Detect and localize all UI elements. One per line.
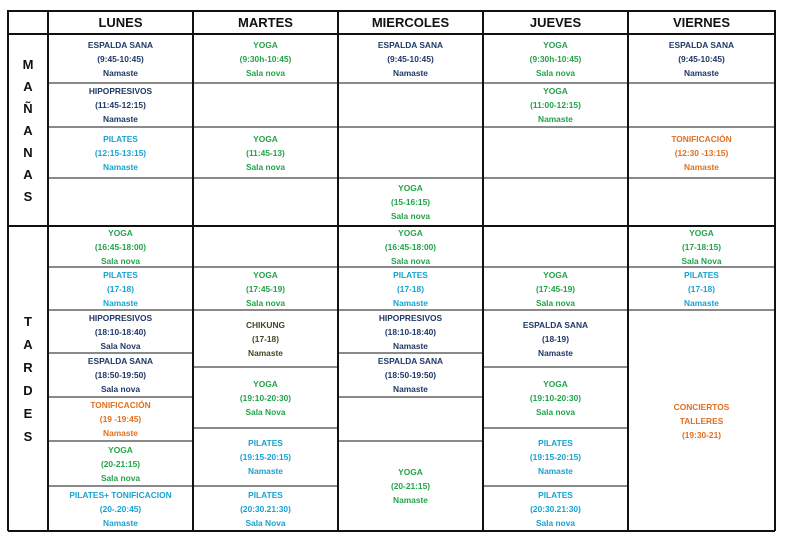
column-border — [192, 10, 194, 531]
class-room: Namaste — [103, 517, 138, 528]
class-room: Namaste — [684, 161, 719, 172]
class-name: YOGA — [108, 227, 133, 238]
class-time: (9:45-10:45) — [678, 53, 725, 64]
class-name: CONCIERTOS — [673, 401, 730, 412]
empty-slot — [48, 178, 193, 226]
table-border-bottom — [8, 530, 775, 532]
column-border — [7, 10, 9, 531]
section-letter: S — [23, 428, 33, 444]
empty-slot — [628, 83, 775, 127]
class-entry — [193, 310, 338, 367]
class-room: Namaste — [538, 347, 573, 358]
class-time: (17-18:15) — [681, 241, 722, 252]
section-letter: S — [23, 188, 33, 204]
class-time: (17-18) — [107, 283, 134, 294]
class-name: YOGA — [398, 467, 423, 477]
class-room: Namaste — [393, 340, 428, 351]
class-time: (11:45-13) — [246, 147, 285, 158]
class-time: TALLERES — [679, 415, 724, 426]
class-time: (16:45-18:00) — [94, 241, 147, 252]
class-room: Namaste — [103, 297, 138, 308]
class-name: HIPOPRESIVOS — [88, 312, 153, 323]
class-entry — [483, 267, 628, 310]
class-name: HIPOPRESIVOS — [378, 312, 443, 323]
class-room: Sala nova — [100, 472, 141, 483]
class-time: (9:45-10:45) — [97, 53, 144, 64]
class-room: Sala nova — [390, 255, 431, 266]
section-letter: T — [24, 313, 32, 329]
class-time: (12:15-13:15) — [94, 147, 147, 158]
column-border — [482, 10, 484, 531]
class-room: Sala Nova — [245, 517, 286, 528]
class-time: (17:45-19) — [535, 283, 576, 294]
class-room: Sala nova — [245, 161, 286, 172]
class-time: (18:10-18:40) — [94, 326, 147, 337]
empty-slot — [483, 226, 628, 267]
class-room: Sala nova — [100, 255, 141, 266]
class-entry — [338, 34, 483, 83]
column-border — [627, 10, 629, 531]
section-letter: A — [23, 78, 33, 94]
class-time: (19:10-20:30) — [239, 392, 292, 403]
section-letter: D — [23, 382, 33, 398]
section-letter: E — [23, 405, 33, 421]
class-entry — [48, 127, 193, 178]
class-room: Sala Nova — [681, 255, 722, 266]
class-name: YOGA — [543, 378, 568, 389]
class-name: YOGA — [253, 133, 278, 144]
class-entry — [193, 34, 338, 83]
class-time: (9:30h-10:45) — [239, 53, 292, 64]
empty-slot — [483, 178, 628, 226]
class-time: (20-21:15) — [390, 481, 431, 491]
class-name: YOGA — [253, 39, 278, 50]
class-room: Namaste — [103, 67, 138, 78]
day-header-viernes: VIERNES — [672, 14, 731, 30]
class-name: PILATES — [103, 269, 138, 280]
column-border — [47, 10, 49, 531]
class-room: Sala nova — [100, 384, 141, 394]
class-time: (19:15-20:15) — [239, 452, 292, 462]
class-room: Namaste — [103, 161, 138, 172]
class-name: PILATES — [684, 269, 719, 280]
section-letter: R — [23, 359, 33, 375]
class-entry — [193, 367, 338, 428]
class-entry — [483, 428, 628, 486]
class-room: Sala nova — [245, 67, 286, 78]
table-border-top — [8, 10, 775, 12]
class-room: Sala nova — [535, 67, 576, 78]
class-time: (11:45-12:15) — [95, 100, 146, 110]
class-time: (9:30h-10:45) — [529, 53, 582, 64]
class-room: Namaste — [393, 384, 428, 394]
class-name: YOGA — [543, 86, 568, 96]
section-letter: A — [23, 336, 33, 352]
class-name: ESPALDA SANA — [87, 39, 154, 50]
class-room: Namaste — [393, 495, 428, 505]
class-name: YOGA — [398, 183, 423, 193]
class-entry — [483, 367, 628, 428]
section-letter: M — [22, 56, 34, 72]
class-time: (19 -19:45) — [99, 414, 142, 424]
class-time: (17-18) — [397, 283, 424, 294]
class-entry — [628, 310, 775, 531]
class-time: (15-16:15) — [390, 197, 431, 207]
class-name: PILATES — [248, 489, 283, 500]
class-name: YOGA — [543, 269, 568, 280]
class-entry — [48, 267, 193, 310]
class-name: PILATES — [103, 133, 138, 144]
class-entry — [628, 127, 775, 178]
class-name: ESPALDA SANA — [522, 319, 589, 330]
class-room: Sala Nova — [245, 406, 286, 417]
class-room: Namaste — [248, 347, 283, 358]
class-name: CHIKUNG — [245, 319, 286, 330]
class-name: YOGA — [108, 444, 133, 455]
class-time: (20:30.21:30) — [530, 503, 581, 514]
class-time: (18-19) — [542, 333, 569, 344]
class-entry — [193, 486, 338, 531]
class-entry — [48, 486, 193, 531]
class-name: PILATES — [248, 438, 283, 448]
empty-slot — [338, 397, 483, 441]
class-name: ESPALDA SANA — [668, 39, 735, 50]
class-name: YOGA — [253, 378, 278, 389]
class-time: (16:45-18:00) — [384, 241, 437, 252]
class-name: PILATES — [393, 269, 428, 280]
class-entry — [483, 310, 628, 367]
class-entry — [338, 353, 483, 397]
class-entry — [48, 310, 193, 353]
class-room: Namaste — [393, 67, 428, 78]
class-name: HIPOPRESIVOS — [88, 86, 153, 96]
class-time: (19:15-20:15) — [529, 452, 582, 462]
class-entry — [193, 127, 338, 178]
empty-slot — [483, 127, 628, 178]
class-entry — [48, 34, 193, 83]
header-separator — [8, 33, 775, 35]
class-name: ESPALDA SANA — [377, 39, 444, 50]
class-entry — [483, 34, 628, 83]
class-entry — [628, 34, 775, 83]
class-room: Namaste — [684, 67, 719, 78]
class-entry — [628, 226, 775, 267]
class-name: PILATES — [538, 438, 573, 448]
class-entry — [48, 441, 193, 486]
class-time: (20:30.21:30) — [240, 503, 291, 514]
class-name: YOGA — [543, 39, 568, 50]
class-entry — [48, 353, 193, 397]
class-entry — [338, 267, 483, 310]
class-room: Sala nova — [245, 297, 286, 308]
class-room: Namaste — [538, 114, 573, 124]
class-time: (17:45-19) — [245, 283, 286, 294]
class-name: PILATES+ TONIFICACION — [69, 489, 172, 500]
class-room: Sala nova — [390, 211, 431, 221]
class-entry — [48, 226, 193, 267]
class-name: PILATES — [538, 489, 573, 500]
class-room: Namaste — [538, 466, 573, 476]
class-room: Namaste — [103, 114, 138, 124]
class-time: (18:10-18:40) — [384, 326, 437, 337]
class-name: YOGA — [689, 227, 714, 238]
class-time: (20-21:15) — [100, 458, 141, 469]
class-name: ESPALDA SANA — [87, 356, 154, 366]
class-room: (19:30-21) — [681, 429, 722, 440]
empty-slot — [193, 226, 338, 267]
class-name: TONIFICACIÓN — [671, 133, 732, 144]
class-time: (9:45-10:45) — [387, 53, 434, 64]
class-room: Namaste — [684, 297, 719, 308]
class-time: (18:50-19:50) — [94, 370, 147, 380]
class-time: (19:10-20:30) — [529, 392, 582, 403]
section-label-mananas — [8, 34, 48, 226]
class-room: Namaste — [103, 428, 138, 438]
empty-slot — [193, 178, 338, 226]
class-time: (20-.20:45) — [99, 503, 142, 514]
class-name: ESPALDA SANA — [377, 356, 444, 366]
class-entry — [628, 267, 775, 310]
class-entry — [338, 226, 483, 267]
class-room: Sala Nova — [100, 340, 141, 351]
section-letter: N — [23, 144, 33, 160]
section-separator — [8, 225, 775, 227]
class-entry — [193, 428, 338, 486]
empty-slot — [338, 127, 483, 178]
day-header-miercoles: MIERCOLES — [371, 14, 450, 30]
day-header-lunes: LUNES — [98, 14, 143, 30]
empty-slot — [193, 83, 338, 127]
class-room: Namaste — [248, 466, 283, 476]
class-entry — [193, 267, 338, 310]
class-name: YOGA — [253, 269, 278, 280]
class-room: Namaste — [393, 297, 428, 308]
column-border — [337, 10, 339, 531]
class-room: Sala nova — [535, 297, 576, 308]
class-entry — [483, 486, 628, 531]
class-time: (17-18) — [688, 283, 715, 294]
day-header-jueves: JUEVES — [529, 14, 582, 30]
class-name: TONIFICACIÓN — [90, 400, 151, 410]
class-entry — [48, 83, 193, 127]
class-room: Sala nova — [535, 406, 576, 417]
class-time: (11:00-12:15) — [530, 100, 581, 110]
class-entry — [338, 310, 483, 353]
section-letter: A — [23, 122, 33, 138]
section-label-tardes — [8, 226, 48, 531]
class-entry — [483, 83, 628, 127]
class-entry — [338, 178, 483, 226]
empty-slot — [628, 178, 775, 226]
class-entry — [338, 441, 483, 531]
class-name: YOGA — [398, 227, 423, 238]
class-entry — [48, 397, 193, 441]
section-letter: A — [23, 166, 33, 182]
class-time: (12:30 -13:15) — [674, 147, 729, 158]
day-header-martes: MARTES — [238, 14, 293, 30]
empty-slot — [338, 83, 483, 127]
class-room: Sala nova — [535, 517, 576, 528]
section-letter: Ñ — [23, 100, 33, 116]
column-border — [774, 10, 776, 531]
class-time: (18:50-19:50) — [384, 370, 437, 380]
class-time: (17-18) — [252, 333, 279, 344]
